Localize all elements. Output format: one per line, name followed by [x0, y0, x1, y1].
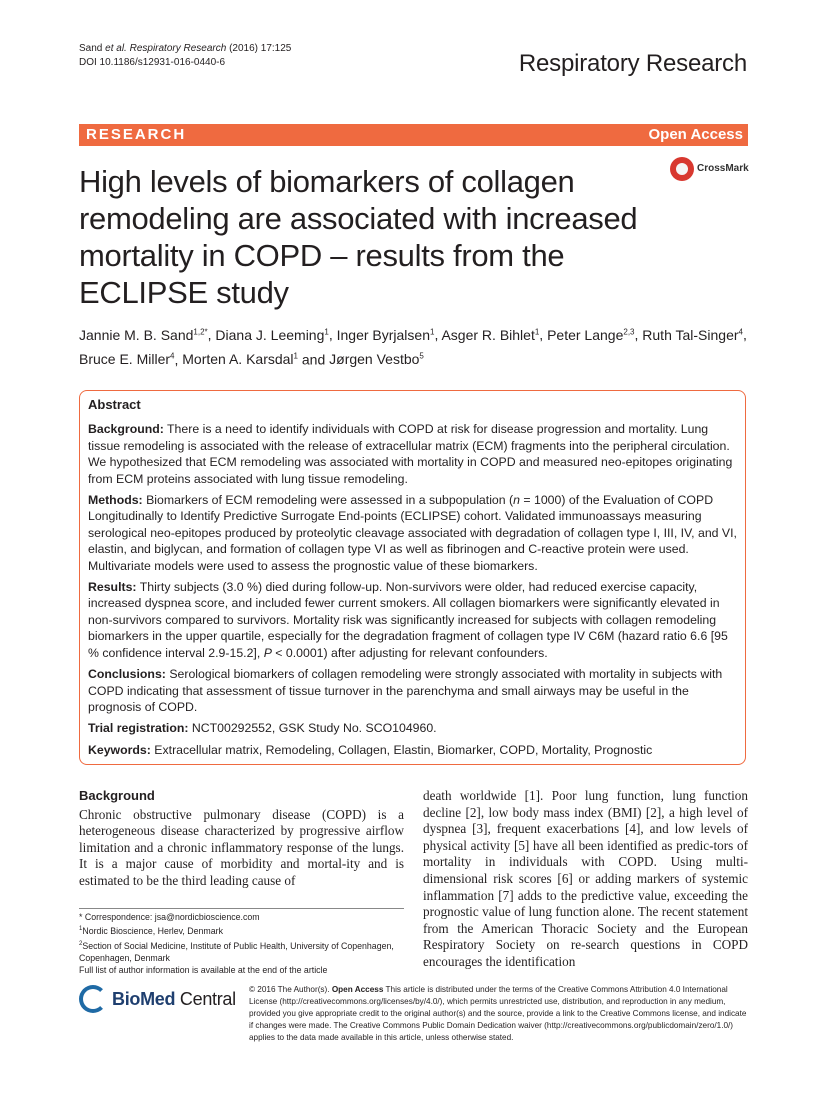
body-paragraph: death worldwide [1]. Poor lung function, lung function decline [2], low body mass index (BMI) [2], a high level of dyspnea [3], frequent exacerbations [4], and low levels of physical activity [5] have all been identified as predic-tors of mortality in individuals with COPD. Using multi-dimensional risk scores [6] or adding markers of systemic inflammation [7] adds to the predictive value, exceeding the prognostic value of lung function alone. The recent statement from the American Thoracic Society and the European Respiratory Society on re-search questions in COPD encourages the identification: [423, 788, 748, 969]
journal-name: Respiratory Research: [518, 50, 747, 77]
article-type-banner: [79, 124, 748, 146]
author[interactable]: Morten A. Karsdal$^1$: [182, 351, 298, 368]
license-statement: © 2016 The Author(s). Open Access This article is distributed under the terms of the Creative Commons Attribution 4.0 International License (http://creativecommons.org/licenses/by/4.0/), which permits unrestricted use, distribution, and reproduction in any medium, provided you give appropriate credit to the original author(s) and the source, provide a link to the Creative Commons license, and indicate if changes were made. The Creative Commons Public Domain Dedication waiver (http://creativecommons.org/publicdomain/zero/1.0/) applies to the data made available in this article, unless otherwise stated.: [249, 985, 747, 1042]
author[interactable]: Ruth Tal-Singer$^4$: [642, 326, 743, 343]
author[interactable]: Bruce E. Miller$^4$: [79, 351, 175, 368]
footnote-divider: [79, 908, 404, 909]
abstract-content: [88, 397, 738, 763]
footnotes: [79, 911, 404, 977]
publisher-logo[interactable]: [79, 985, 239, 1025]
open-access-label: Open Access: [648, 126, 743, 143]
citation-author: Sand: [79, 43, 103, 54]
author[interactable]: Diana J. Leeming$^1$: [215, 326, 329, 343]
author[interactable]: Inger Byrjalsen$^1$: [336, 326, 435, 343]
citation-header: [79, 42, 291, 70]
abstract-heading: Abstract: [88, 397, 141, 412]
abstract-trial-registration: Trial registration: NCT00292552, GSK Study No. SCO104960.: [88, 721, 437, 736]
author-list: Jannie M. B. Sand$^{1,2*}$, Diana J. Leeming$^1$, Inger Byrjalsen$^1$, Asger R. Bihlet$^1$, Peter Lange$^{2,3}$, Ruth Tal-Singer$^4$, Bruce E. Miller$^4$, Morten A. Karsdal$^1$ and Jørgen Vestbo$^5$: [79, 326, 747, 368]
crossmark-label: CrossMark: [697, 163, 749, 174]
affiliation-1: $^1$Nordic Bioscience, Herlev, Denmark: [79, 926, 223, 937]
citation-journal: et al. Respiratory Research: [105, 43, 227, 54]
author-info-note: Full list of author information is available at the end of the article: [79, 965, 328, 976]
article-type-label: RESEARCH: [86, 126, 187, 143]
crossmark-badge[interactable]: [670, 157, 748, 185]
doi-line[interactable]: DOI 10.1186/s12931-016-0440-6: [79, 57, 226, 68]
author[interactable]: Asger R. Bihlet$^1$: [441, 326, 540, 343]
abstract-keywords: Keywords: Extracellular matrix, Remodeling, Collagen, Elastin, Biomarker, COPD, Mortality, Prognostic: [88, 742, 653, 757]
citation-line-1: [79, 42, 291, 56]
correspondence-note[interactable]: * Correspondence: jsa@nordicbioscience.com: [79, 912, 260, 922]
author[interactable]: Jørgen Vestbo$^5$: [329, 351, 424, 368]
publisher-name: BioMed Central: [112, 989, 236, 1009]
biomed-central-logo-icon: [79, 985, 107, 1013]
citation-volume: (2016) 17:125: [229, 43, 292, 54]
body-paragraph: Chronic obstructive pulmonary disease (COPD) is a heterogeneous disease characterized by progressive airflow limitation and a chronic inflammatory response of the lungs. It is a major cause of morbidity and mortal-ity and is estimated to be the third leading cause of: [79, 806, 404, 888]
body-column-left: [79, 788, 404, 890]
abstract-conclusions: Conclusions: Serological biomarkers of collagen remodeling were strongly associated with mortality in subjects with COPD indicating that assessment of tissue turnover in the parenchyma and small airways may be useful in the prognosis of COPD.: [88, 667, 723, 714]
abstract-results: Results: Thirty subjects (3.0 %) died during follow-up. Non-survivors were older, had reduced exercise capacity, increased dyspnea score, and included fewer current smokers. All collagen biomarkers were significantly elevated in non-survivors compared to survivors. Mortality risk was significantly increased for subjects with collagen remodeling biomarkers in the upper quartile, especially for the degradation fragment of collagen type IV C6M (hazard ratio 6.6 [95 % confidence interval 2.9-15.2], P < 0.0001) after adjusting for relevant confounders.: [88, 580, 728, 660]
section-heading-background: Background: [79, 788, 155, 803]
abstract-methods: Methods: Biomarkers of ECM remodeling were assessed in a subpopulation (n = 1000) of the Evaluation of COPD Longitudinally to Identify Predictive Surrogate End-points (ECLIPSE) cohort. Validated immunoassays measuring serological neo-epitopes produced by proteolytic cleavage associated with degradation of collagen type I, III, IV, and VI, elastin, and biglycan, and formation of collagen type VI as well as fibrinogen and C-reactive protein were used. Multivariate models were used to assess the prognostic value of these biomarkers.: [88, 493, 737, 573]
affiliation-2: $^2$Section of Social Medicine, Institute of Public Health, University of Copenhagen, Copenhagen, Denmark: [79, 940, 394, 964]
abstract-box: [79, 390, 746, 765]
body-column-right: [423, 788, 748, 971]
crossmark-icon: [670, 157, 694, 181]
article-title: High levels of biomarkers of collagen remodeling are associated with increased mortality in COPD – results from the ECLIPSE study: [79, 164, 638, 310]
abstract-background: Background: There is a need to identify individuals with COPD at risk for disease progression and mortality. Lung tissue remodeling is associated with the release of extracellular matrix (ECM) fragments into the peripheral circulation. We hypothesized that ECM remodeling was associated with mortality in COPD and measured neo-epitopes originating from ECM proteins associated with lung tissue remodeling.: [88, 422, 733, 486]
author[interactable]: Peter Lange$^{2,3}$: [547, 326, 635, 343]
author[interactable]: Jannie M. B. Sand$^{1,2*}$: [79, 326, 208, 343]
